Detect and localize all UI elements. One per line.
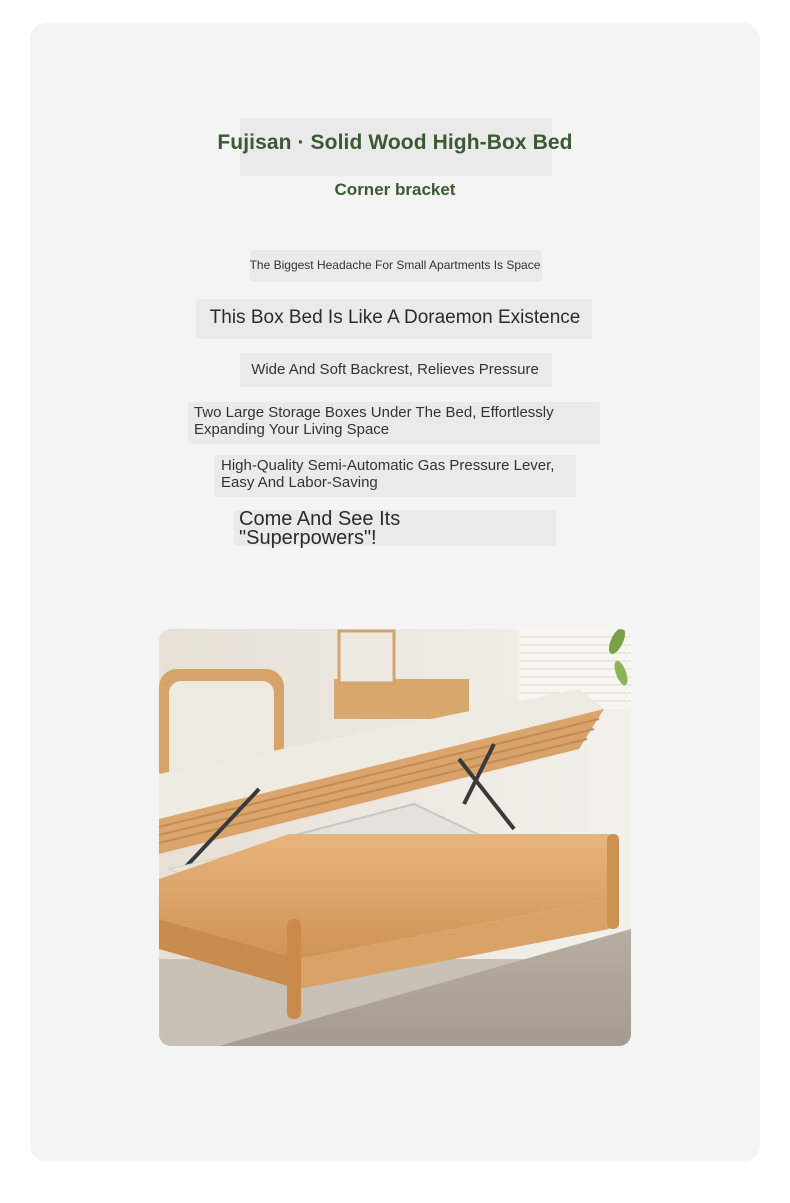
feature-line-gas-lever: High-Quality Semi-Automatic Gas Pressure Lever, Easy And Labor-Saving: [221, 457, 555, 491]
bed-illustration: [159, 629, 631, 1046]
page-title: Fujisan · Solid Wood High-Box Bed: [217, 131, 573, 154]
feature-line-storage: Two Large Storage Boxes Under The Bed, Effortlessly Expanding Your Living Space: [194, 404, 554, 438]
feature-line-space: The Biggest Headache For Small Apartments Is Space: [249, 258, 541, 272]
feature-line-backrest: Wide And Soft Backrest, Relieves Pressure: [251, 361, 539, 378]
page-subtitle: Corner bracket: [334, 180, 456, 199]
feature-line-doraemon: This Box Bed Is Like A Doraemon Existence: [209, 307, 581, 328]
feature-line-superpowers: Come And See Its "Superpowers"!: [239, 508, 401, 549]
bed-product-photo: [159, 629, 631, 1046]
